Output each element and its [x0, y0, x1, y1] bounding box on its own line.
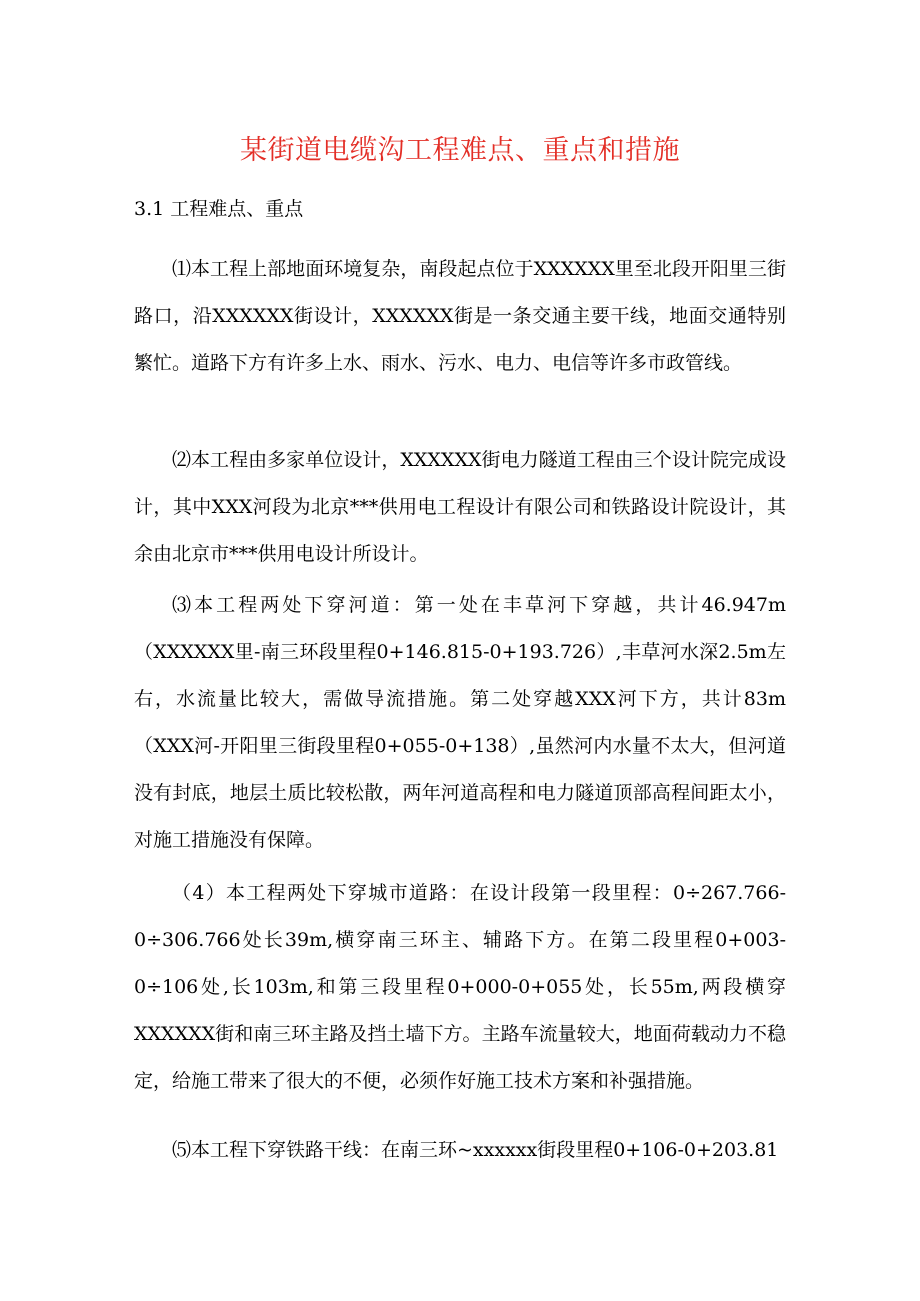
paragraph-5: ⑸本工程下穿铁路干线：在南三环~xxxxxx街段里程0+106-0+203.81	[172, 1139, 779, 1161]
paragraph-3: ⑶本工程两处下穿河道：第一处在丰草河下穿越，共计46.947m（XXXXXX里-南三环段里程0+146.815-0+193.726）,丰草河水深2.5m左右，水流量比较大，需做导流措施。第二处穿越XXX河下方，共计83m（XXX河-开阳里三街段里程0+055-0+138）,虽然河内水量不太大，但河道没有封底，地层土质比较松散，两年河道高程和电力隧道顶部高程间距太小，对施工措施没有保障。	[134, 594, 786, 851]
paragraph-4: （4）本工程两处下穿城市道路：在设计段第一段里程：0÷267.766-0÷306.766处长39m,横穿南三环主、辅路下方。在第二段里程0+003-0÷106处,长103m,和第三段里程0+000-0+055处，长55m,两段横穿XXXXXX街和南三环主路及挡土墙下方。主路车流量较大，地面荷载动力不稳定，给施工带来了很大的不便，必须作好施工技术方案和补强措施。	[134, 882, 786, 1092]
paragraph-1: ⑴本工程上部地面环境复杂，南段起点位于XXXXXX里至北段开阳里三街路口，沿XXXXXX街设计，XXXXXX街是一条交通主要干线，地面交通特别繁忙。道路下方有许多上水、雨水、污水、电力、电信等许多市政管线。	[134, 258, 786, 374]
section-heading: 3.1 工程难点、重点	[134, 198, 304, 220]
paragraph-2: ⑵本工程由多家单位设计，XXXXXX街电力隧道工程由三个设计院完成设计，其中XXX河段为北京***供用电工程设计有限公司和铁路设计院设计，其余由北京市***供用电设计所设计。	[134, 449, 786, 565]
document-title: 某街道电缆沟工程难点、重点和措施	[240, 135, 680, 166]
